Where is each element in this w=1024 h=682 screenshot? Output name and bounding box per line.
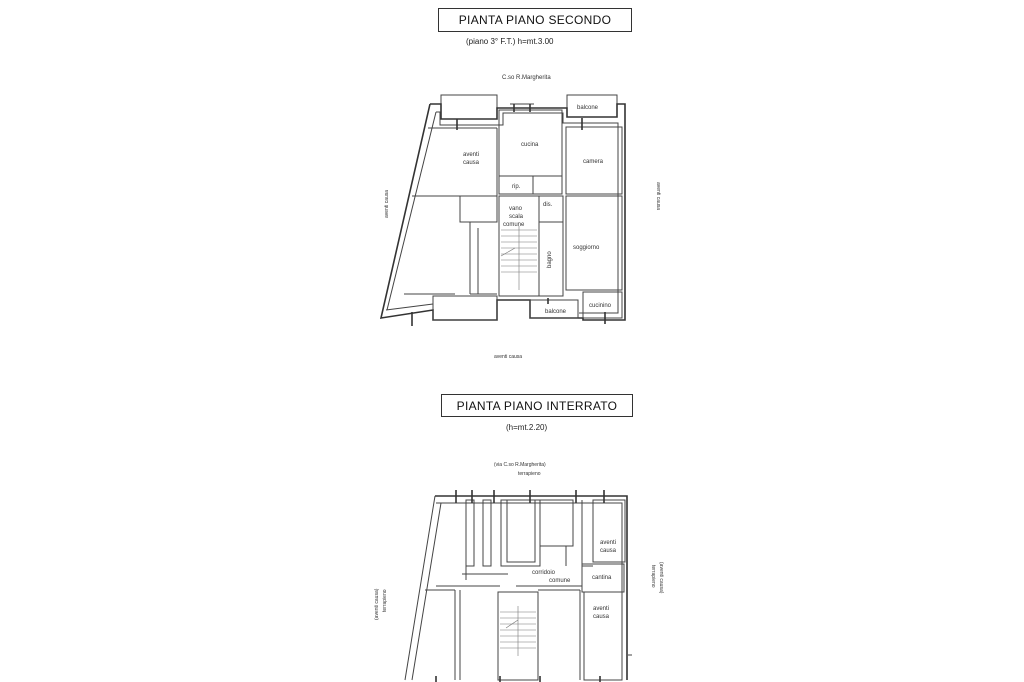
street-label: C.so R.Margherita (502, 75, 551, 81)
room-balcone-top: balcone (577, 105, 599, 111)
plan-basement-labels (374, 462, 664, 620)
basement-terrapieno-top: terrapieno (518, 471, 541, 477)
room-aventi-causa-2: causa (463, 160, 480, 166)
plan-second-labels (384, 75, 661, 360)
room-aventi-causa-a2: causa (600, 548, 617, 554)
plan-second-walls (381, 95, 625, 326)
bottom-aventi-causa: aventi causa (494, 354, 523, 360)
right-aventi-causa: aventi causa (655, 182, 661, 211)
room-cucina: cucina (521, 142, 539, 148)
room-camera: camera (583, 159, 604, 165)
plan-basement-walls (405, 490, 632, 682)
room-dis: dis. (543, 202, 553, 208)
room-aventi-causa: aventi (463, 152, 480, 158)
room-aventi-causa-a1: aventi (600, 540, 617, 546)
basement-right-1: terrapieno (650, 565, 656, 588)
room-bagno: bagno (547, 251, 553, 268)
room-vano: vano (509, 206, 523, 212)
plan-second-title: PIANTA PIANO SECONDO (438, 8, 632, 32)
plan-basement-title: PIANTA PIANO INTERRATO (441, 394, 633, 417)
basement-right-2: (aventi causa) (658, 562, 664, 594)
basement-left-2: terrapieno (382, 589, 388, 612)
room-balcone-bottom: balcone (545, 309, 567, 315)
left-aventi-causa: aventi causa (384, 189, 390, 218)
room-scala: scala (509, 214, 524, 220)
basement-street: (via C.so R.Margherita) (494, 462, 546, 468)
room-soggiorno: soggiorno (573, 245, 600, 251)
plan-basement-subtitle: (h=mt.2.20) (506, 423, 548, 432)
room-corridoio-2: comune (549, 578, 571, 584)
room-rip: rip. (512, 184, 521, 190)
room-aventi-causa-b1: aventi (593, 606, 610, 612)
room-corridoio-1: corridoio (532, 570, 556, 576)
basement-left-1: (aventi causa) (374, 588, 380, 620)
room-comune: comune (503, 222, 525, 228)
room-cucinino: cucinino (589, 303, 612, 309)
room-aventi-causa-b2: causa (593, 614, 610, 620)
room-cantina: cantina (592, 575, 612, 581)
plan-second-subtitle: (piano 3° F.T.) h=mt.3.00 (466, 37, 554, 46)
